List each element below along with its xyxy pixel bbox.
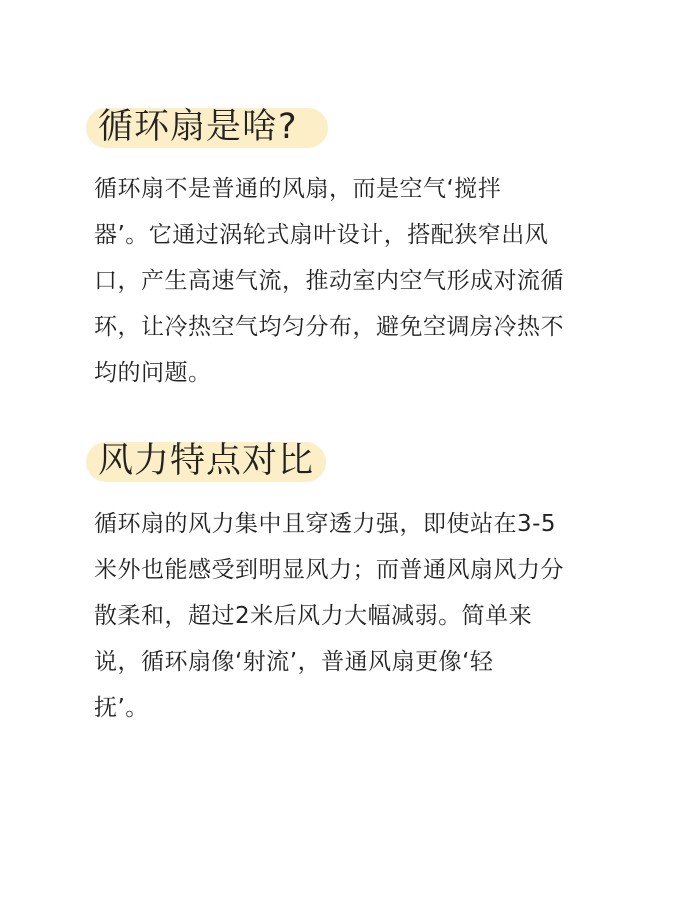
section-heading xyxy=(86,435,314,487)
paragraph-line: 抚’。 xyxy=(94,695,149,721)
paragraph-line: 环，让冷热空气均匀分布，避免空调房冷热不 xyxy=(94,314,564,340)
section-paragraph xyxy=(94,501,594,731)
paragraph-line: 均的问题。 xyxy=(94,360,212,386)
section-heading xyxy=(86,101,298,153)
paragraph-line: 米外也能感受到明显风力；而普通风扇风力分 xyxy=(94,557,564,583)
paragraph-line: 口，产生高速气流，推动室内空气形成对流循 xyxy=(94,268,564,294)
paragraph-line: 散柔和，超过2米后风力大幅减弱。简单来 xyxy=(94,603,533,629)
paragraph-line: 循环扇不是普通的风扇，而是空气‘搅拌 xyxy=(94,176,502,202)
paragraph-line: 说，循环扇像‘射流’，普通风扇更像‘轻 xyxy=(94,649,494,675)
paragraph-line: 器’。它通过涡轮式扇叶设计，搭配狭窄出风 xyxy=(94,222,549,248)
heading-text: 循环扇是啥? xyxy=(98,107,298,147)
section-paragraph xyxy=(94,166,594,396)
heading-text: 风力特点对比 xyxy=(98,441,315,481)
paragraph-line: 循环扇的风力集中且穿透力强，即使站在3-5 xyxy=(94,511,557,537)
